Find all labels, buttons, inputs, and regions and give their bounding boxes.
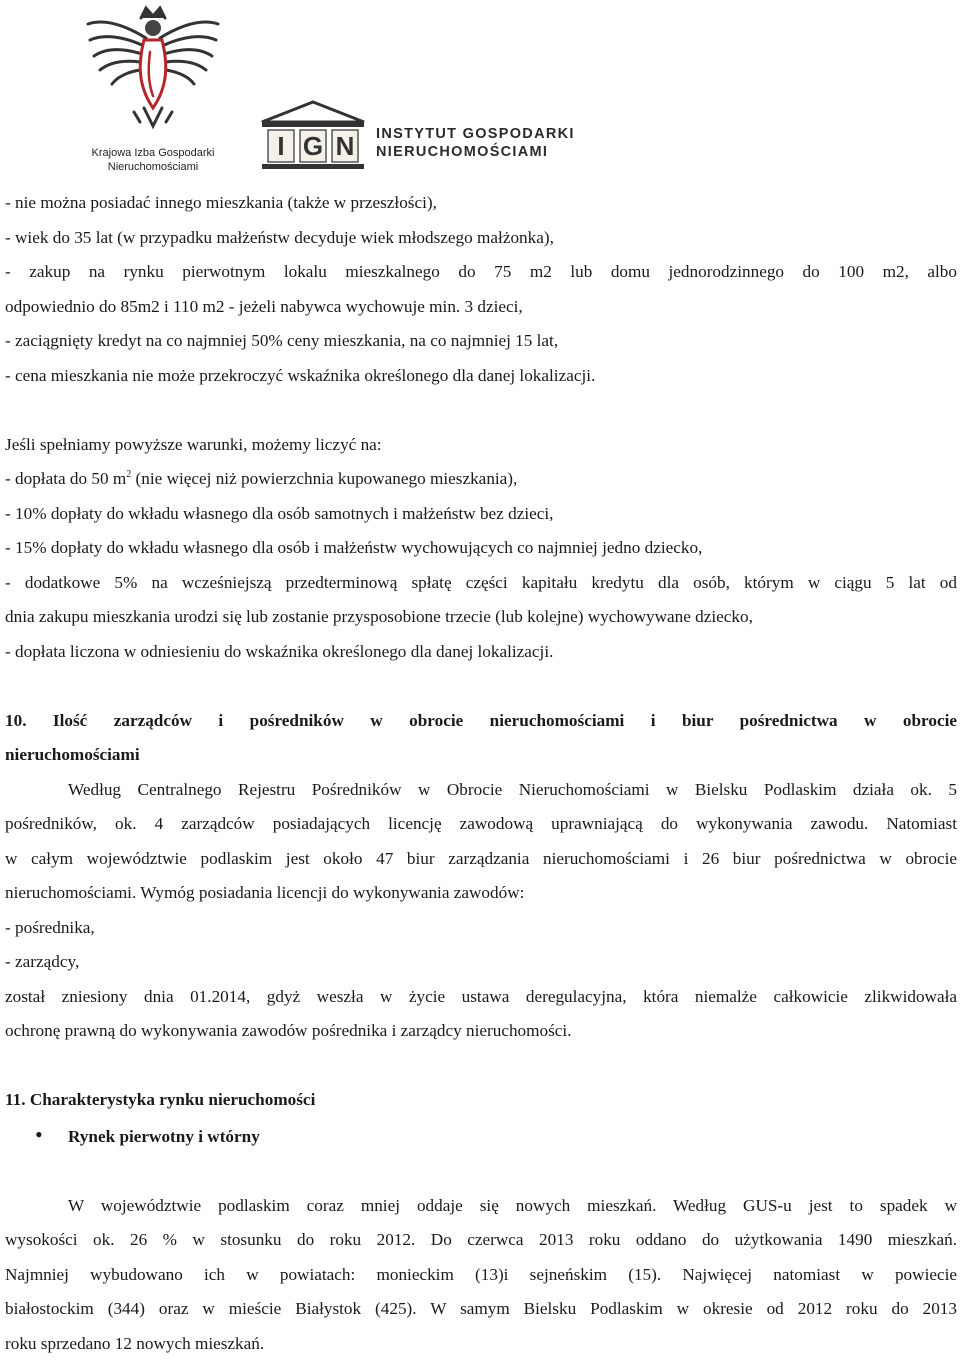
condition-line: - cena mieszkania nie może przekroczyć wskaźnika określonego dla danej lokalizacji.: [5, 359, 957, 394]
condition-line: - nie można posiadać innego mieszkania (także w przeszłości),: [5, 186, 957, 221]
ign-title-line1: INSTYTUT GOSPODARKI: [376, 126, 575, 142]
eagle-icon: [78, 4, 228, 144]
section-10-line: został zniesiony dnia 01.2014, gdyż weszła w życie ustawa deregulacyjna, która niemalże całkowicie zlikwidowała: [5, 980, 957, 1015]
document-body: [5, 186, 957, 1361]
section-10-line: w całym województwie podlaskim jest około 47 biur zarządzania nieruchomościami i 26 biur pośrednictwa w obrocie: [5, 842, 957, 877]
condition-line: - zaciągnięty kredyt na co najmniej 50% ceny mieszkania, na co najmniej 15 lat,: [5, 324, 957, 359]
kig-name-line2: Nieruchomościami: [78, 160, 228, 174]
bullet-icon: •: [5, 1118, 68, 1153]
kig-logo: [78, 4, 228, 182]
section-11-heading: 11. Charakterystyka rynku nieruchomości: [5, 1083, 957, 1118]
benefit-superscript: 2: [126, 469, 131, 480]
condition-line: - zakup na rynku pierwotnym lokalu mieszkalnego do 75 m2 lub domu jednorodzinnego do 100 m2, albo: [5, 255, 957, 290]
benefit-text-after: (nie więcej niż powierzchnia kupowanego mieszkania),: [131, 469, 517, 488]
benefit-text-before: - dopłata do 50 m: [5, 469, 126, 488]
condition-line: odpowiednio do 85m2 i 110 m2 - jeżeli nabywca wychowuje min. 3 dzieci,: [5, 290, 957, 325]
section-11-bullet: [5, 1118, 957, 1155]
section-11-line: wysokości ok. 26 % w stosunku do roku 2012. Do czerwca 2013 roku oddano do użytkowania 1490 mieszkań.: [5, 1223, 957, 1258]
kig-name-line1: Krajowa Izba Gospodarki: [78, 146, 228, 160]
section-11-line: białostockim (344) oraz w mieście Białystok (425). W samym Bielsku Podlaskim w okresie od 2012 roku do 2013: [5, 1292, 957, 1327]
section-10-line: - pośrednika,: [5, 911, 957, 946]
section-10-line: nieruchomościami. Wymóg posiadania licencji do wykonywania zawodów:: [5, 876, 957, 911]
section-11-bullet-label: Rynek pierwotny i wtórny: [68, 1120, 260, 1155]
ign-logo: [258, 100, 558, 170]
section-11-line: W województwie podlaskim coraz mniej oddaje się nowych mieszkań. Według GUS-u jest to spadek w: [5, 1189, 957, 1224]
section-11-line: Najmniej wybudowano ich w powiatach: monieckim (13)i sejneńskim (15). Najwięcej natomiast w powiecie: [5, 1258, 957, 1293]
benefits-intro: Jeśli spełniamy powyższe warunki, możemy liczyć na:: [5, 428, 957, 463]
section-10-line: ochronę prawną do wykonywania zawodów pośrednika i zarządcy nieruchomości.: [5, 1014, 957, 1049]
ign-letter-i: I: [268, 130, 294, 162]
section-10-heading: 10. Ilość zarządców i pośredników w obrocie nieruchomościami i biur pośrednictwa w obrocie: [5, 704, 957, 739]
ign-letter-g: G: [300, 130, 326, 162]
section-10-line: Według Centralnego Rejestru Pośredników w Obrocie Nieruchomościami w Bielsku Podlaskim działa ok. 5: [5, 773, 957, 808]
benefit-line: [5, 462, 957, 497]
section-10-line: - zarządcy,: [5, 945, 957, 980]
section-10-line: pośredników, ok. 4 zarządców posiadających licencję zawodową uprawniającą do wykonywania zawodu. Natomiast: [5, 807, 957, 842]
section-11-line: roku sprzedano 12 nowych mieszkań.: [5, 1327, 957, 1361]
benefit-line: - 15% dopłaty do wkładu własnego dla osób i małżeństw wychowujących co najmniej jedno dziecko,: [5, 531, 957, 566]
condition-line: - wiek do 35 lat (w przypadku małżeństw decyduje wiek młodszego małżonka),: [5, 221, 957, 256]
ign-letter-n: N: [332, 130, 358, 162]
section-10-heading-cont: nieruchomościami: [5, 738, 957, 773]
benefit-line: - 10% dopłaty do wkładu własnego dla osób samotnych i małżeństw bez dzieci,: [5, 497, 957, 532]
benefit-line: dnia zakupu mieszkania urodzi się lub zostanie przysposobione trzecie (lub kolejne) wychowywane dziecko,: [5, 600, 957, 635]
ign-title-line2: NIERUCHOMOŚCIAMI: [376, 144, 548, 160]
benefit-line: - dopłata liczona w odniesieniu do wskaźnika określonego dla danej lokalizacji.: [5, 635, 957, 670]
benefit-line: - dodatkowe 5% na wcześniejszą przedterminową spłatę części kapitału kredytu dla osób, którym w ciągu 5 lat od: [5, 566, 957, 601]
